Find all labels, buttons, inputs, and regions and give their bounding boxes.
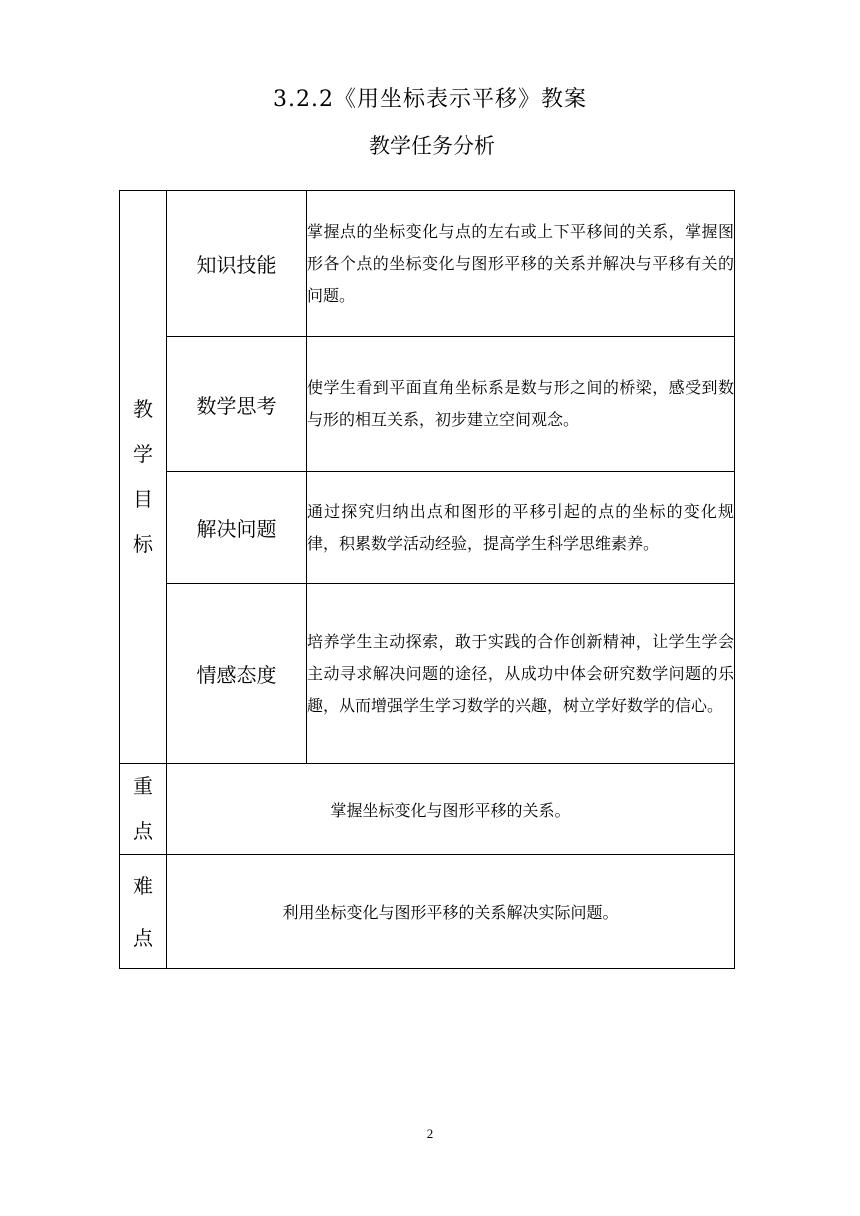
description-attitude: 培养学生主动探索，敢于实践的合作创新精神，让学生学会主动寻求解决问题的途径，从成功中体会研究数学问题的乐趣，从而增强学生学习数学的兴趣，树立学好数学的信心。	[307, 584, 735, 764]
label-char: 教	[133, 397, 153, 421]
label-char: 目	[133, 487, 153, 511]
description-math-thinking: 使学生看到平面直角坐标系是数与形之间的桥梁，感受到数与形的相互关系，初步建立空间观念。	[307, 337, 735, 472]
table-row	[120, 855, 735, 969]
category-knowledge-skills: 知识技能	[167, 191, 307, 337]
teaching-analysis-table	[119, 190, 735, 969]
difficulty-label	[120, 855, 167, 969]
label-char: 点	[133, 819, 153, 843]
description-problem-solving: 通过探究归纳出点和图形的平移引起的点的坐标的变化规律，积累数学活动经验，提高学生科学思维素养。	[307, 472, 735, 584]
label-char: 点	[133, 925, 153, 950]
teaching-objectives-label	[120, 191, 167, 764]
category-math-thinking: 数学思考	[167, 337, 307, 472]
table-row	[120, 584, 735, 764]
table-row	[120, 764, 735, 855]
table-row	[120, 337, 735, 472]
label-char: 学	[133, 442, 153, 466]
label-char: 难	[133, 873, 153, 898]
section-heading: 教学任务分析	[369, 134, 495, 158]
table-row	[120, 472, 735, 584]
table-row	[120, 191, 735, 337]
category-problem-solving: 解决问题	[167, 472, 307, 584]
document-title: 3.2.2《用坐标表示平移》教案	[273, 87, 587, 112]
key-point-content: 掌握坐标变化与图形平移的关系。	[167, 764, 735, 855]
label-char: 标	[133, 532, 153, 556]
key-point-label	[120, 764, 167, 855]
description-knowledge-skills: 掌握点的坐标变化与点的左右或上下平移间的关系，掌握图形各个点的坐标变化与图形平移的关系并解决与平移有关的问题。	[307, 191, 735, 337]
difficulty-content: 利用坐标变化与图形平移的关系解决实际问题。	[167, 855, 735, 969]
page-number: 2	[426, 1126, 434, 1141]
category-attitude: 情感态度	[167, 584, 307, 764]
label-char: 重	[133, 774, 153, 798]
